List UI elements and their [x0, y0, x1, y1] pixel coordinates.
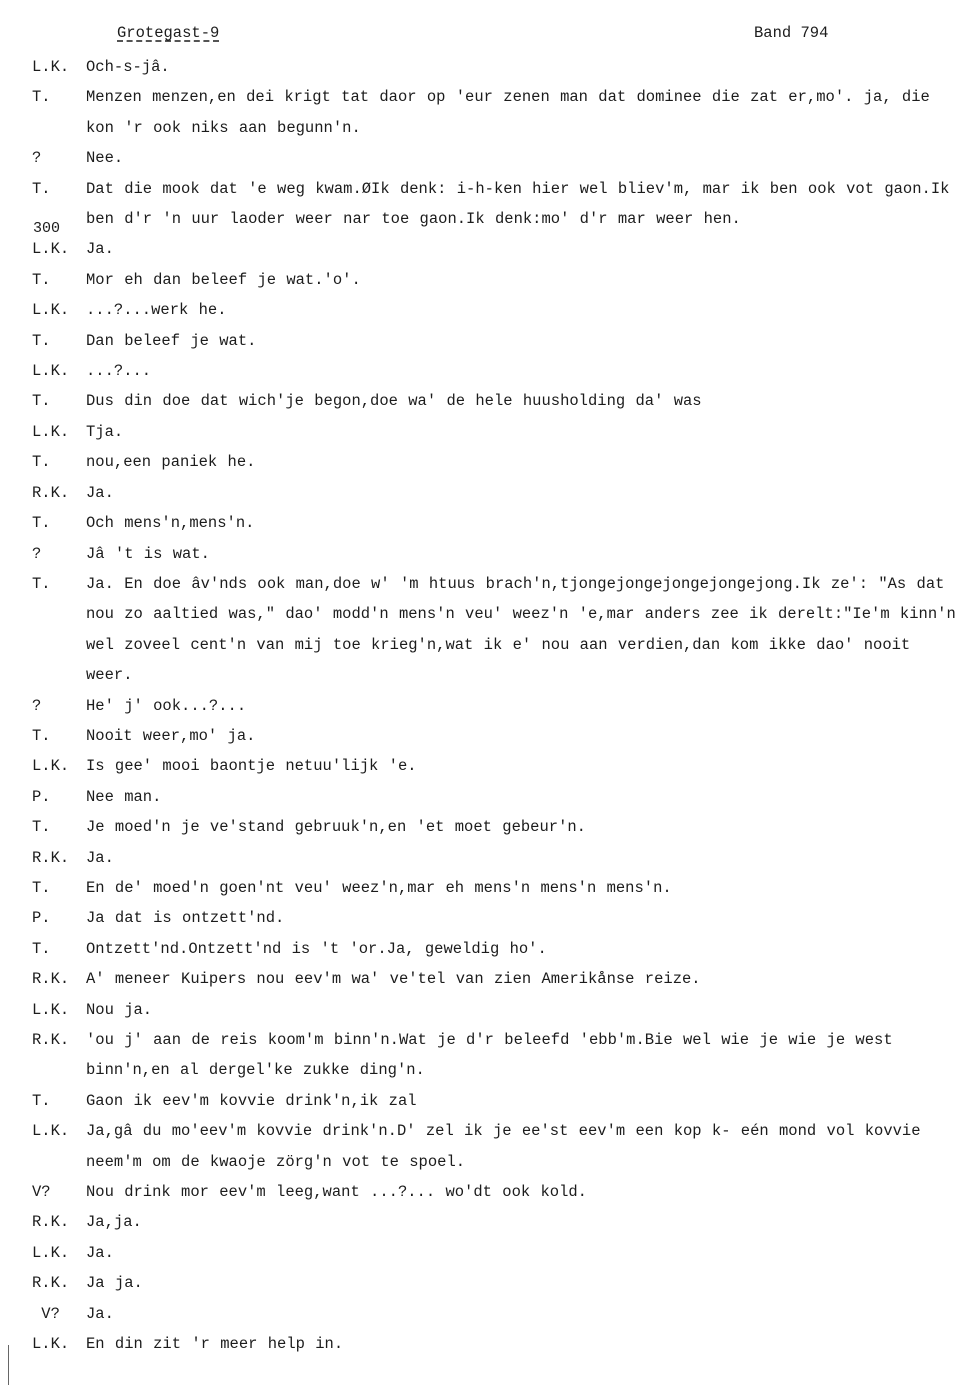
transcript-entry — [32, 782, 967, 812]
transcript-entry — [32, 1086, 967, 1116]
transcript-entry — [32, 995, 967, 1025]
transcript-entry — [32, 174, 967, 235]
transcript-entry — [32, 691, 967, 721]
speaker-label: T. — [32, 574, 51, 593]
speaker-label: V? — [32, 1183, 51, 1202]
transcript-entry — [32, 539, 967, 569]
speaker-label: T. — [32, 818, 51, 837]
speaker-label: L.K. — [32, 757, 70, 776]
transcript-entry — [32, 812, 967, 842]
speaker-label: T. — [32, 88, 51, 107]
speaker-label: V? — [32, 1304, 60, 1323]
speaker-label: R.K. — [32, 1274, 70, 1293]
utterance-text: Ja,gâ du mo'eev'm kovvie drink'n.D' zel ik je ee'st eev'm een kop k- eén mond vol kovvie neem'm om de kwaoje zörg'n vot te spoel. — [86, 1122, 921, 1171]
transcript-entry — [32, 903, 967, 933]
transcript-entry — [32, 295, 967, 325]
speaker-label: T. — [32, 392, 51, 411]
transcript-entry — [32, 1329, 967, 1359]
transcript-entry — [32, 326, 967, 356]
speaker-label: R.K. — [32, 1031, 70, 1049]
utterance-text: Dat die mook dat 'e weg kwam.ØIk denk: i-h-ken hier wel bliev'm, mar ik ben ook vot gaon.Ik ben d'r 'n uur laoder weer nar toe gaon.Ik denk:mo' d'r mar weer hen. — [86, 179, 950, 229]
utterance-text: 'ou j' aan de reis koom'm binn'n.Wat je d'r beleefd 'ebb'm.Bie wel wie je wie je west binn'n,en al dergel'ke zukke ding'n. — [86, 1031, 893, 1080]
utterance-text: Och-s-jâ. — [86, 58, 170, 76]
utterance-text: He' j' ook...?... — [86, 696, 247, 715]
transcript-entry — [32, 1177, 967, 1207]
utterance-text: Ja. — [86, 1243, 114, 1262]
utterance-text: Mor eh dan beleef je wat.'o'. — [86, 270, 361, 289]
utterance-text: Ja. — [86, 483, 114, 502]
transcript-entry — [32, 1025, 967, 1086]
speaker-label: R.K. — [32, 1213, 70, 1232]
utterance-text: Nou drink mor eev'm leeg,want ...?... wo'dt ook kold. — [86, 1183, 587, 1202]
utterance-text: Dus din doe dat wich'je begon,doe wa' de hele huusholding da' was — [86, 392, 702, 411]
speaker-label: R.K. — [32, 970, 70, 989]
speaker-label: T. — [32, 331, 51, 350]
speaker-label: L.K. — [32, 58, 70, 76]
transcript-entry — [32, 1268, 967, 1298]
speaker-label: T. — [32, 514, 51, 533]
transcript-entry — [32, 1116, 967, 1177]
speaker-label: R.K. — [32, 848, 70, 867]
transcript-entry — [32, 265, 967, 295]
speaker-label: ? — [32, 544, 42, 563]
utterance-text: Ja. En doe âv'nds ook man,doe w' 'm htuus brach'n,tjongejongejongejongejong.Ik ze': "As dat nou zo aaltied was," dao' modd'n mens'n veu' weez'n 'e,mar anders zee ik derelt:"Ie'm kinn'n wel zoveel cent'n van mij toe krieg'n,wat ik e' nou aan verdien,dan kom ikke dao' nooit weer. — [86, 574, 956, 685]
band-number: Band 794 — [754, 24, 829, 42]
transcript-entry — [32, 417, 967, 447]
speaker-label: R.K. — [32, 483, 70, 502]
speaker-label: P. — [32, 787, 51, 806]
utterance-text: ...?... — [86, 362, 152, 381]
utterance-text: Nou ja. — [86, 1000, 153, 1019]
transcript-entry — [32, 478, 967, 508]
speaker-label: T. — [32, 726, 51, 745]
speaker-label: L.K. — [32, 1335, 70, 1354]
utterance-text: Dan beleef je wat. — [86, 331, 257, 350]
utterance-text: Ja ja. — [86, 1274, 143, 1293]
speaker-label: T. — [32, 179, 51, 198]
utterance-text: En din zit 'r meer help in. — [86, 1335, 344, 1354]
utterance-text: Ja. — [86, 1304, 114, 1323]
utterance-text: Nee. — [86, 149, 124, 168]
transcript-entry — [32, 356, 967, 386]
speaker-label: T. — [32, 453, 51, 472]
transcript-entry — [32, 234, 967, 264]
utterance-text: Nooit weer,mo' ja. — [86, 726, 256, 745]
transcript-entry — [32, 721, 967, 751]
speaker-label: T. — [32, 878, 51, 897]
transcript-entry — [32, 934, 967, 964]
transcript-entry — [32, 1299, 967, 1329]
utterance-text: nou,een paniek he. — [86, 453, 256, 472]
transcript-entry — [32, 143, 967, 173]
speaker-label: L.K. — [32, 362, 70, 381]
transcript-entry — [32, 447, 967, 477]
speaker-label: L.K. — [32, 1000, 70, 1019]
utterance-text: A' meneer Kuipers nou eev'm wa' ve'tel van zien Amerikånse reize. — [86, 970, 701, 989]
document-title: Grotegast-9 — [117, 24, 220, 42]
utterance-text: Ja dat is ontzett'nd. — [86, 909, 285, 928]
speaker-label: P. — [32, 909, 51, 928]
transcript-body — [32, 52, 967, 1359]
transcript-entry — [32, 843, 967, 873]
transcript-entry — [32, 508, 967, 538]
speaker-label: T. — [32, 939, 51, 958]
transcript-entry — [32, 52, 967, 82]
transcript-entry — [32, 964, 967, 994]
utterance-text: Och mens'n,mens'n. — [86, 514, 255, 533]
utterance-text: Nee man. — [86, 787, 162, 806]
utterance-text: En de' moed'n goen'nt veu' weez'n,mar eh mens'n mens'n mens'n. — [86, 878, 672, 897]
utterance-text: Ja. — [86, 240, 114, 259]
utterance-text: Jâ 't is wat. — [86, 544, 210, 563]
transcript-entry — [32, 1207, 967, 1237]
utterance-text: Gaon ik eev'm kovvie drink'n,ik zal — [86, 1091, 417, 1110]
utterance-text: Tja. — [86, 422, 124, 441]
speaker-label: T. — [32, 270, 51, 289]
speaker-label: L.K. — [32, 422, 70, 441]
utterance-text: Ja. — [86, 848, 114, 867]
speaker-label: L.K. — [32, 1122, 70, 1141]
speaker-label: L.K. — [32, 240, 70, 259]
utterance-text: Je moed'n je ve'stand gebruuk'n,en 'et moet gebeur'n. — [86, 818, 586, 837]
margin-line-number: 300 — [33, 220, 61, 237]
transcript-entry — [32, 1238, 967, 1268]
transcript-entry — [32, 82, 967, 143]
utterance-text: Menzen menzen,en dei krigt tat daor op 'eur zenen man dat dominee die zat er,mo'. ja, die kon 'r ook niks aan begunn'n. — [86, 88, 930, 137]
margin-mark — [8, 1345, 9, 1385]
transcript-entry — [32, 751, 967, 781]
transcript-entry — [32, 569, 967, 691]
utterance-text: Ja,ja. — [86, 1213, 142, 1232]
transcript-entry — [32, 386, 967, 416]
speaker-label: L.K. — [32, 1243, 70, 1262]
utterance-text: Is gee' mooi baontje netuu'lijk 'e. — [86, 757, 417, 776]
speaker-label: ? — [32, 696, 42, 715]
utterance-text: ...?...werk he. — [86, 301, 227, 320]
speaker-label: L.K. — [32, 301, 70, 320]
speaker-label: T. — [32, 1091, 51, 1110]
utterance-text: Ontzett'nd.Ontzett'nd is 't 'or.Ja, geweldig ho'. — [86, 939, 547, 958]
speaker-label: ? — [32, 149, 42, 168]
transcript-entry — [32, 873, 967, 903]
